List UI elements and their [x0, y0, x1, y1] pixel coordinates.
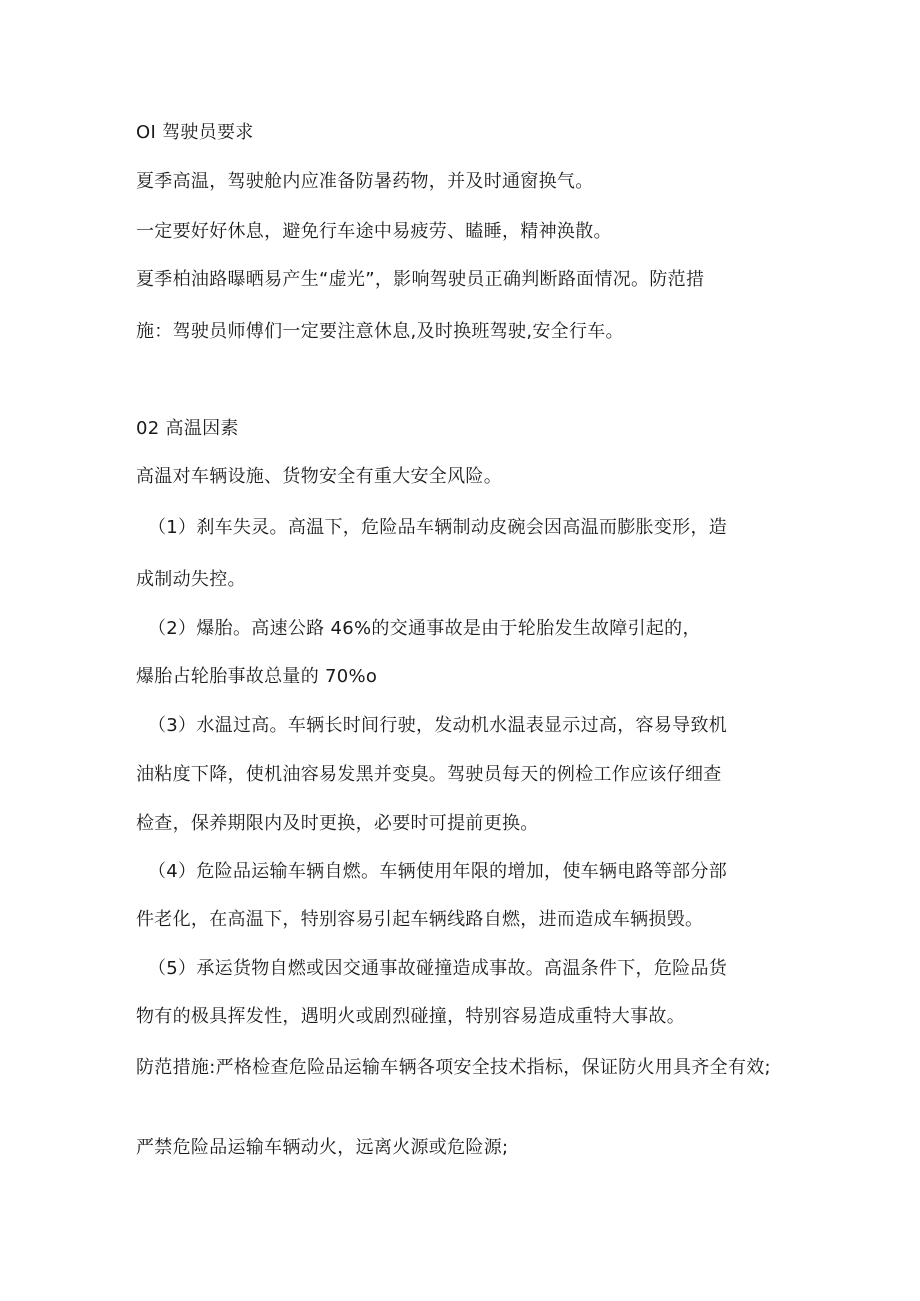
section-heading-heat-factors: 02 高温因素: [136, 418, 239, 439]
paragraph-line: 施：驾驶员师傅们一定要注意休息,及时换班驾驶,安全行车。: [136, 321, 624, 342]
list-item-line: 检查，保养期限内及时更换，必要时可提前更换。: [136, 813, 539, 834]
list-item-line: 件老化，在高温下，特别容易引起车辆线路自燃，进而造成车辆损毁。: [136, 909, 704, 930]
list-item-line: 成制动失控。: [136, 569, 246, 590]
paragraph-measures: 严禁危险品运输车辆动火，远离火源或危险源;: [136, 1137, 509, 1158]
list-item-line: 物有的极具挥发性，遇明火或剧烈碰撞，特别容易造成重特大事故。: [136, 1006, 685, 1027]
paragraph: 高温对车辆设施、货物安全有重大安全风险。: [136, 466, 502, 487]
paragraph: 一定要好好休息，避免行车途中易疲劳、瞌睡，精神涣散。: [136, 221, 612, 242]
list-item-line: （5）承运货物自燃或因交通事故碰撞造成事故。高温条件下，危险品货: [148, 958, 728, 979]
list-item-line: 油粘度下降，使机油容易发黑并变臭。驾驶员每天的例检工作应该仔细查: [136, 764, 722, 785]
paragraph: 夏季高温，驾驶舱内应准备防暑药物，并及时通窗换气。: [136, 171, 594, 192]
list-item-line: （2）爆胎。高速公路 46%的交通事故是由于轮胎发生故障引起的，: [148, 618, 701, 639]
section-heading-driver-requirements: OI 驾驶员要求: [136, 122, 254, 143]
list-item-line: （1）刹车失灵。高温下，危险品车辆制动皮碗会因高温而膨胀变形，造: [148, 517, 728, 538]
list-item-line: （4）危险品运输车辆自燃。车辆使用年限的增加，使车辆电路等部分部: [148, 861, 728, 882]
list-item-line: （3）水温过高。车辆长时间行驶，发动机水温表显示过高，容易导致机: [148, 715, 728, 736]
paragraph-measures: 防范措施:严格检查危险品运输车辆各项安全技术指标，保证防火用具齐全有效;: [136, 1057, 771, 1078]
list-item-line: 爆胎占轮胎事故总量的 70%o: [136, 666, 378, 687]
paragraph-line: 夏季柏油路曝晒易产生“虚光”，影响驾驶员正确判断路面情况。防范措: [136, 269, 705, 290]
